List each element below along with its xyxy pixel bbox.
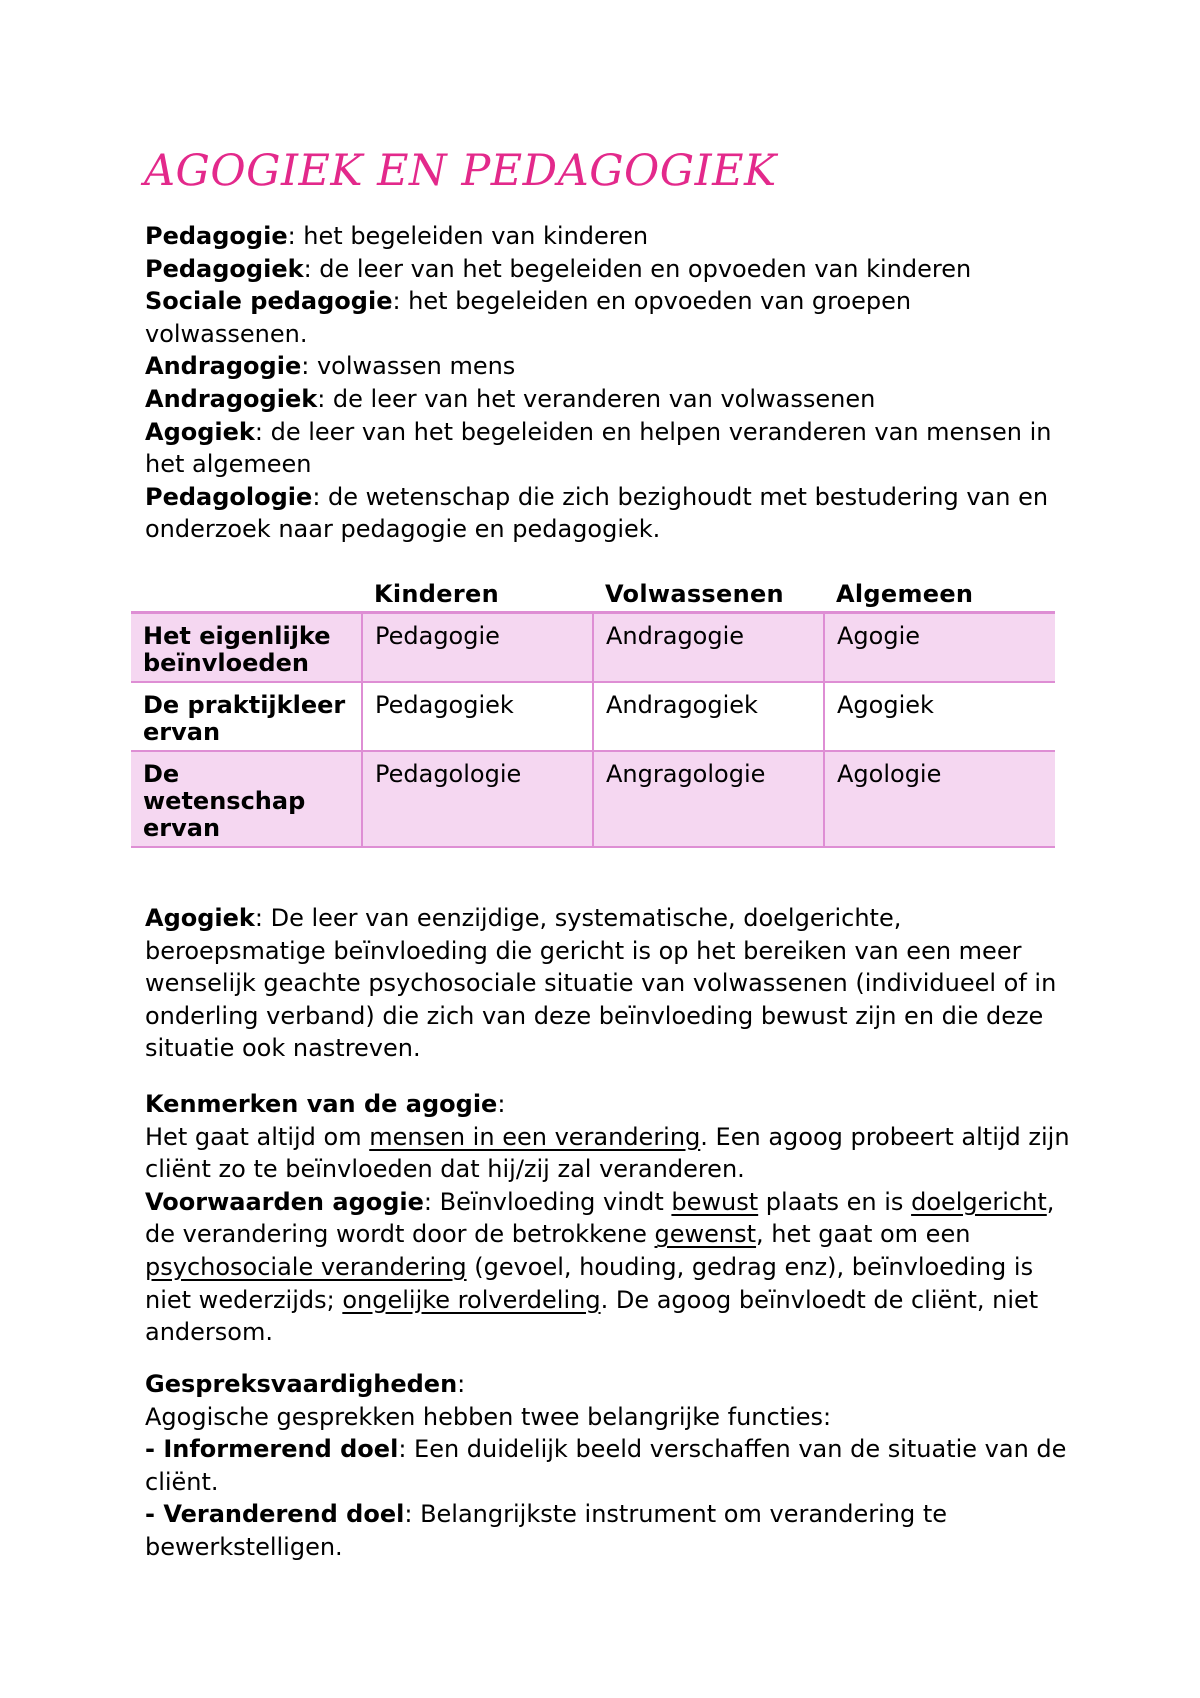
agogiek-definition — [145, 902, 1075, 1065]
definition-item — [145, 253, 1085, 286]
table-row — [131, 682, 1055, 751]
voorwaarden-text: plaats en is — [758, 1187, 912, 1216]
agogiek-term: Agogiek — [145, 904, 255, 932]
table-row — [131, 613, 1055, 683]
table-cell: Pedagogie — [362, 613, 593, 683]
table-cell: Angragologie — [593, 751, 824, 847]
definition-text: : het begeleiden van kinderen — [287, 222, 649, 250]
definitions-list — [145, 220, 1085, 546]
voorwaarden-underline: gewenst — [654, 1220, 757, 1249]
table-cell: Agogiek — [824, 682, 1055, 751]
voorwaarden-text: (gevoel, houding, gedrag enz), beïnvloeding is niet wederzijds; — [145, 1252, 1034, 1314]
gesprek-colon: : — [457, 1370, 466, 1398]
definition-term: Sociale pedagogie — [145, 287, 393, 316]
definition-item — [145, 285, 945, 350]
kenmerken-text: Het gaat altijd om — [145, 1122, 370, 1151]
table-cell: Pedagologie — [362, 751, 593, 847]
kenmerken-section — [145, 1088, 1075, 1349]
voorwaarden-text: : Beïnvloeding vindt — [423, 1187, 672, 1216]
list-item-dash: - — [145, 1500, 164, 1529]
definition-item — [145, 416, 1080, 481]
voorwaarden-term: Voorwaarden agogie — [145, 1187, 424, 1216]
kenmerken-heading: Kenmerken van de agogie — [145, 1090, 498, 1118]
table-header-cell: Algemeen — [824, 576, 1055, 613]
kenmerken-underline: mensen in een verandering — [369, 1122, 701, 1151]
table-cell: Andragogiek — [593, 682, 824, 751]
definition-term: Pedagologie — [145, 482, 313, 511]
definition-item — [145, 350, 1085, 383]
voorwaarden-underline: bewust — [671, 1187, 759, 1216]
voorwaarden-text: . De agoog beïnvloedt de cliënt, niet andersom. — [145, 1285, 1039, 1347]
table-cell: Andragogie — [593, 613, 824, 683]
table-cell: Agogie — [824, 613, 1055, 683]
definition-term: Andragogie — [145, 352, 302, 381]
definition-item — [145, 383, 1085, 416]
definition-item — [145, 220, 1085, 253]
table-row-header: Het eigenlijke beïnvloeden — [131, 613, 362, 683]
table-row-header: De wetenschap ervan — [131, 751, 362, 847]
gesprek-heading: Gespreksvaardigheden — [145, 1370, 458, 1398]
list-item — [145, 1498, 1075, 1563]
definition-text: : de wetenschap die zich bezighoudt met bestudering van en onderzoek naar pedagogie en pedagogiek. — [145, 482, 1049, 544]
table-header-cell: Kinderen — [362, 576, 593, 613]
voorwaarden-underline: psychosociale verandering — [145, 1252, 467, 1281]
list-item-dash: - — [145, 1435, 164, 1464]
definition-text: : de leer van het begeleiden en opvoeden van kinderen — [303, 254, 972, 283]
voorwaarden-paragraph — [145, 1186, 1075, 1349]
definition-text: : het begeleiden en opvoeden van groepen volwassenen. — [145, 287, 912, 348]
document-title: AGOGIEK EN PEDAGOGIEK — [144, 146, 777, 196]
kenmerken-heading-line — [145, 1088, 1075, 1121]
list-item-text: : Belangrijkste instrument om verandering te bewerkstelligen. — [145, 1500, 948, 1561]
list-item-term: Informerend doel — [163, 1435, 399, 1464]
gesprek-section — [145, 1368, 1075, 1564]
table-row — [131, 751, 1055, 847]
gesprek-heading-line — [145, 1368, 1075, 1401]
definition-term: Andragogiek — [145, 384, 318, 413]
definition-term: Agogiek — [145, 417, 255, 446]
gesprek-intro: Agogische gesprekken hebben twee belangrijke functies: — [145, 1402, 832, 1431]
kenmerken-text: . Een agoog probeert altijd zijn cliënt zo te beïnvloeden dat hij/zij zal veranderen. — [145, 1122, 1070, 1184]
voorwaarden-underline: ongelijke rolverdeling — [342, 1285, 601, 1314]
list-item — [145, 1433, 1075, 1498]
table-header-row — [131, 576, 1055, 613]
definition-item — [145, 481, 1080, 546]
definition-term: Pedagogie — [145, 222, 288, 250]
kenmerken-colon: : — [497, 1090, 506, 1118]
voorwaarden-text: , het gaat om een — [756, 1220, 971, 1249]
kenmerken-paragraph — [145, 1121, 1075, 1186]
voorwaarden-underline: doelgericht — [911, 1187, 1047, 1216]
table-cell: Agologie — [824, 751, 1055, 847]
comparison-table — [131, 576, 1055, 848]
table-row-header: De praktijkleer ervan — [131, 682, 362, 751]
table-header-cell: Volwassenen — [593, 576, 824, 613]
list-item-text: : Een duidelijk beeld verschaffen van de situatie van de cliënt. — [145, 1435, 1067, 1496]
list-item-term: Veranderend doel — [163, 1500, 405, 1529]
table-header-cell — [131, 576, 362, 613]
agogiek-text: : De leer van eenzijdige, systematische, doelgerichte, beroepsmatige beïnvloeding die gericht is op het bereiken van een meer wenselijk geachte psychosociale situatie van volwassenen (individueel of in onderling verband) die zich van deze beïnvloeding bewust zijn en die deze situatie ook nastreven. — [145, 904, 1057, 1063]
voorwaarden-text: , de verandering wordt door de betrokkene — [145, 1187, 1055, 1249]
definition-text: : volwassen mens — [301, 352, 516, 381]
table-cell: Pedagogiek — [362, 682, 593, 751]
agogiek-paragraph — [145, 902, 1075, 1065]
definition-text: : de leer van het veranderen van volwassenen — [317, 384, 876, 413]
definition-term: Pedagogiek — [145, 254, 304, 283]
definition-text: : de leer van het begeleiden en helpen veranderen van mensen in het algemeen — [145, 417, 1052, 479]
